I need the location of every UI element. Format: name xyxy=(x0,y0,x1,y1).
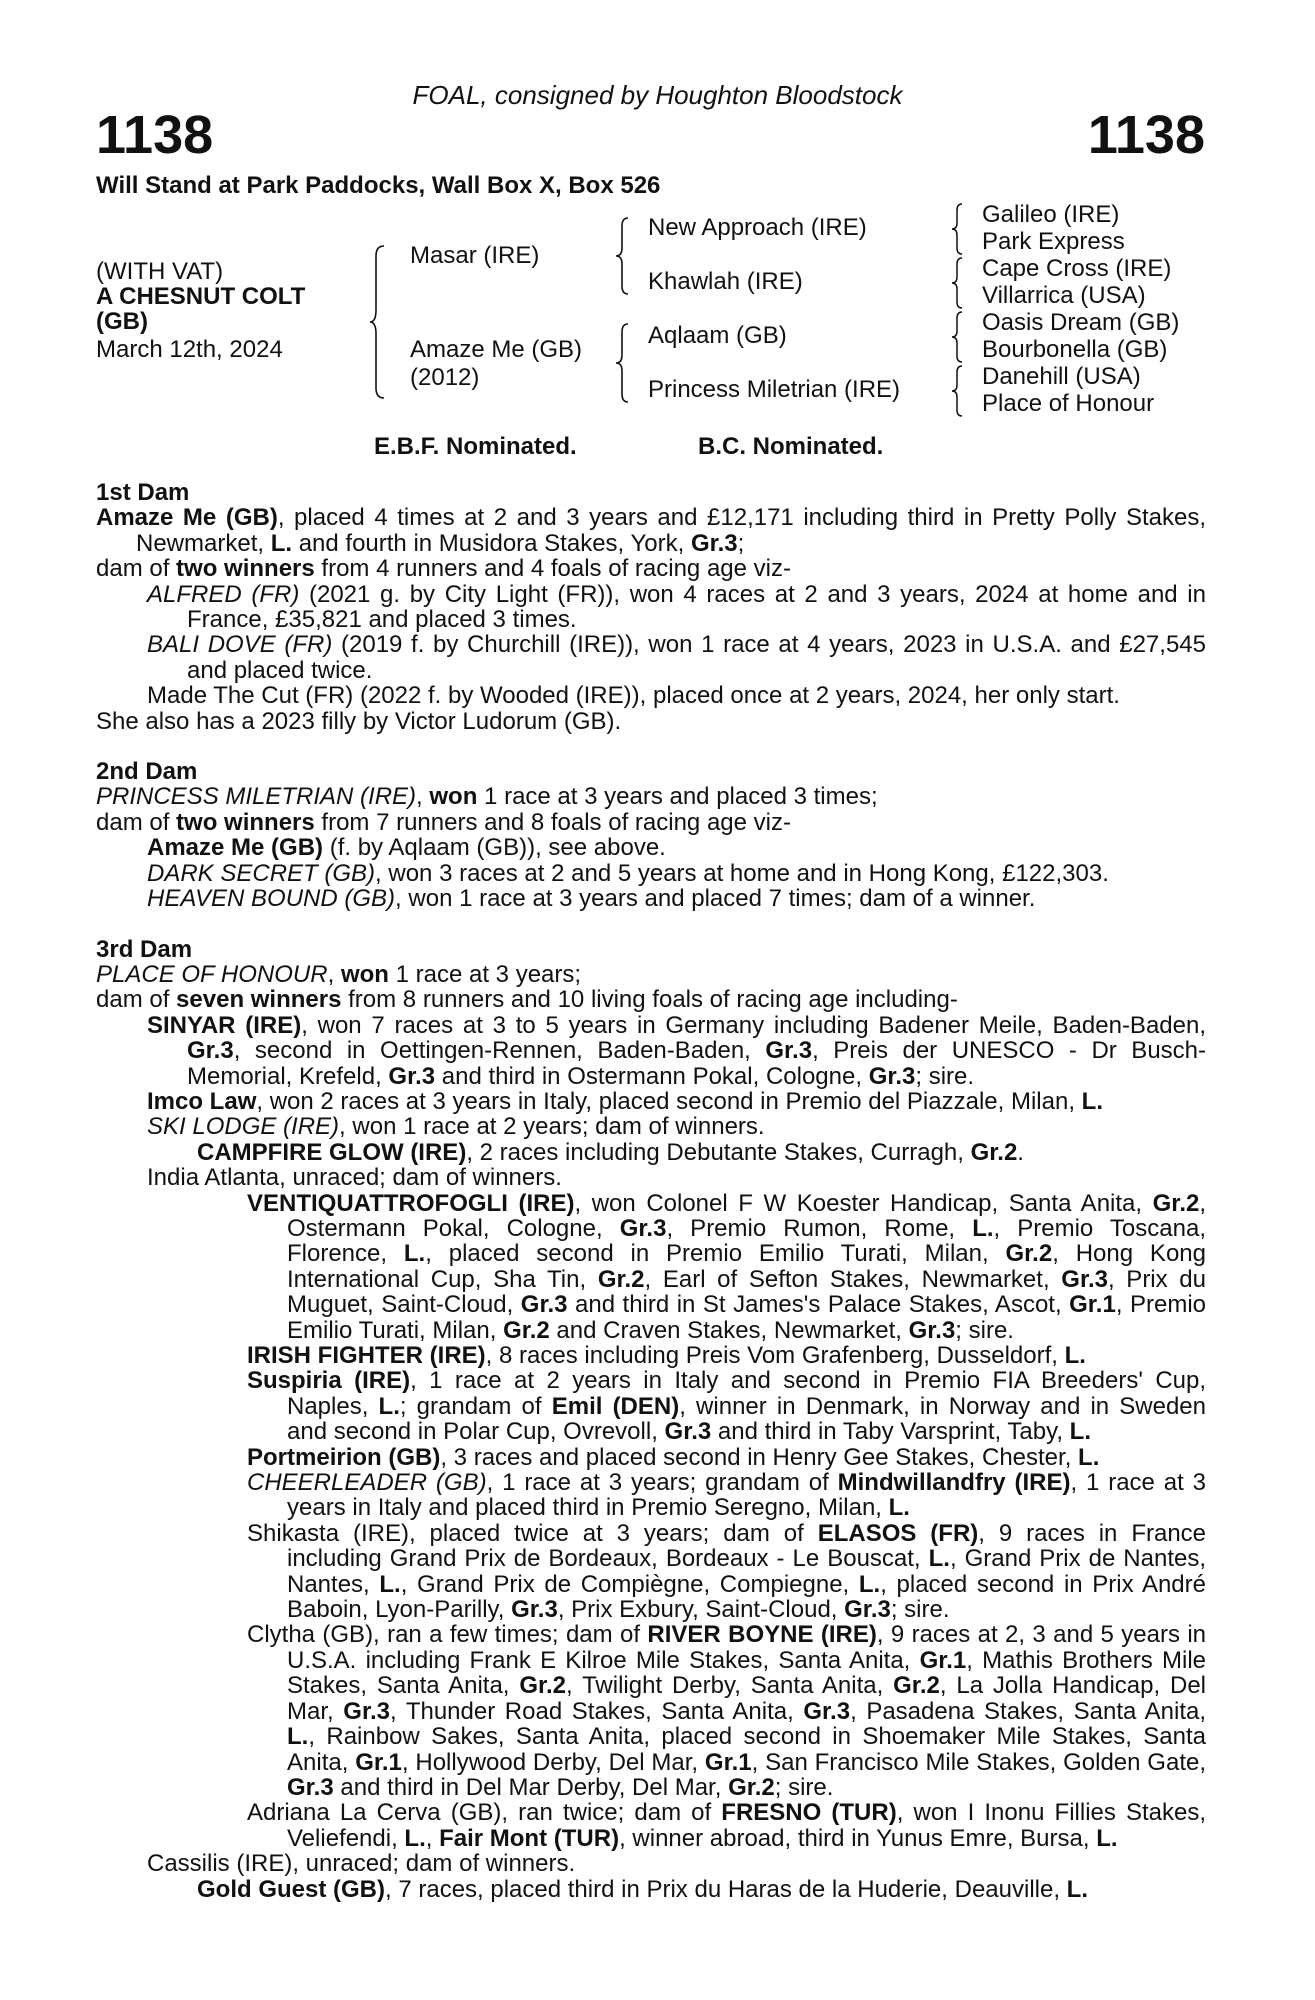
consignor-line: FOAL, consigned by Houghton Bloodstock xyxy=(412,80,903,110)
third-dam-produce-summary: dam of seven winners from 8 runners and 10 living foals of racing age including- xyxy=(96,986,958,1014)
second-dam-heading: 2nd Dam xyxy=(96,758,198,786)
grand-produce-entry: CAMPFIRE GLOW (IRE), 2 races including Debutante Stakes, Curragh, Gr.2. xyxy=(197,1138,1024,1166)
produce-entry: Amaze Me (GB) (f. by Aqlaam (GB)), see above. xyxy=(147,834,666,862)
grand-produce-entry: Clytha (GB), ran a few times; dam of RIVER BOYNE (IRE), 9 races at 2, 3 and 5 years in U.S.A. including Frank E Kilroe Mile Stakes, Santa Anita, Gr.1, Mathis Brothers Mile Stakes, Santa Anita, Gr.2, Twilight Derby, Santa Anita, Gr.2, La Jolla Handicap, Del Mar, Gr.3, Thunder Road Stakes, Santa Anita, Gr.3, Pasadena Stakes, Santa Anita, L., Rainbow Sakes, Santa Anita, placed second in Shoemaker Mile Stakes, Santa Anita, Gr.1, Hollywood Derby, Del Mar, Gr.1, San Francisco Mile Stakes, Golden Gate, Gr.3 and third in Del Mar Derby, Del Mar, Gr.2; sire. xyxy=(247,1621,1207,1801)
second-dam-produce-summary: dam of two winners from 7 runners and 8 foals of racing age viz- xyxy=(96,808,791,836)
grand-produce-entry: Gold Guest (GB), 7 races, placed third in Prix du Haras de la Huderie, Deauville, L. xyxy=(197,1875,1088,1903)
produce-entry: Cassilis (IRE), unraced; dam of winners. xyxy=(147,1850,576,1878)
lot-number-left: 1138 xyxy=(96,105,214,165)
brace-g4-3 xyxy=(950,310,970,364)
brace-dam xyxy=(614,322,636,404)
sire-name: Masar (IRE) xyxy=(410,242,540,269)
date-of-birth: March 12th, 2024 xyxy=(96,336,283,363)
first-dam-record: Amaze Me (GB), placed 4 times at 2 and 3 years and £12,171 including third in Pretty Polly Stakes, Newmarket, L. and fourth in Musidora Stakes, York, Gr.3; xyxy=(96,504,1206,557)
brace-sire xyxy=(614,216,636,296)
gen4-ancestor: Danehill (USA) xyxy=(982,363,1141,390)
gen4-ancestor: Bourbonella (GB) xyxy=(982,336,1168,363)
grand-produce-entry: VENTIQUATTROFOGLI (IRE), won Colonel F W Koester Handicap, Santa Anita, Gr.2, Ostermann Pokal, Cologne, Gr.3, Premio Rumon, Rome, L., Premio Toscana, Florence, L., placed second in Premio Emilio Turati, Milan, Gr.2, Hong Kong International Cup, Sha Tin, Gr.2, Earl of Sefton Stakes, Newmarket, Gr.3, Prix du Muguet, Saint-Cloud, Gr.3 and third in St James's Palace Stakes, Ascot, Gr.1, Premio Emilio Turati, Milan, Gr.2 and Craven Stakes, Newmarket, Gr.3; sire. xyxy=(247,1189,1207,1344)
grand-produce-entry: Shikasta (IRE), placed twice at 3 years; dam of ELASOS (FR), 9 races in France including Grand Prix de Bordeaux, Bordeaux - Le Bouscat, L., Grand Prix de Nantes, Nantes, L., Grand Prix de Compiègne, Compiegne, L., placed second in Prix André Baboin, Lyon-Parilly, Gr.3, Prix Exbury, Saint-Cloud, Gr.3; sire. xyxy=(247,1519,1207,1624)
bc-nominated: B.C. Nominated. xyxy=(698,433,884,460)
produce-entry: Made The Cut (FR) (2022 f. by Wooded (IRE)), placed once at 2 years, 2024, her only start. xyxy=(147,682,1120,710)
lot-title-line2: (GB) xyxy=(96,308,148,335)
grand-produce-entry: CHEERLEADER (GB), 1 race at 3 years; grandam of Mindwillandfry (IRE), 1 race at 3 years in Italy and placed third in Premio Seregno, Milan, L. xyxy=(247,1469,1206,1522)
vat-label: (WITH VAT) xyxy=(96,258,224,285)
produce-entry: SINYAR (IRE), won 7 races at 3 to 5 years in Germany including Badener Meile, Baden-Baden, Gr.3, second in Oettingen-Rennen, Baden-Baden, Gr.3, Preis der UNESCO - Dr Busch-Memorial, Krefeld, Gr.3 and third in Ostermann Pokal, Cologne, Gr.3; sire. xyxy=(147,1011,1207,1090)
produce-entry: DARK SECRET (GB), won 3 races at 2 and 5 years at home and in Hong Kong, £122,303. xyxy=(147,859,1109,887)
gen4-ancestor: Cape Cross (IRE) xyxy=(982,255,1172,282)
gen4-ancestor: Park Express xyxy=(982,228,1125,255)
sire-sire: New Approach (IRE) xyxy=(648,214,867,241)
dam-year: (2012) xyxy=(410,364,480,391)
produce-entry: SKI LODGE (IRE), won 1 race at 2 years; dam of winners. xyxy=(147,1113,765,1141)
dam-sire: Aqlaam (GB) xyxy=(648,322,787,349)
first-dam-produce-summary: dam of two winners from 4 runners and 4 foals of racing age viz- xyxy=(96,555,791,583)
third-dam-heading: 3rd Dam xyxy=(96,935,193,963)
produce-entry: ALFRED (FR) (2021 g. by City Light (FR)), won 4 races at 2 and 3 years, 2024 at home and in France, £35,821 and placed 3 times. xyxy=(147,580,1206,634)
lot-number-right: 1138 xyxy=(1087,105,1205,165)
gen4-ancestor: Villarrica (USA) xyxy=(982,282,1146,309)
brace-g4-2 xyxy=(950,256,970,310)
produce-entry: HEAVEN BOUND (GB), won 1 race at 3 years and placed 7 times; dam of a winner. xyxy=(147,885,1036,913)
brace-g4-1 xyxy=(950,202,970,256)
sire-dam: Khawlah (IRE) xyxy=(648,268,803,295)
grand-produce-entry: IRISH FIGHTER (IRE), 8 races including Preis Vom Grafenberg, Dusseldorf, L. xyxy=(247,1342,1086,1369)
produce-entry: Imco Law, won 2 races at 3 years in Italy, placed second in Premio del Piazzale, Milan, L. xyxy=(147,1087,1103,1115)
grand-produce-entry: Portmeirion (GB), 3 races and placed second in Henry Gee Stakes, Chester, L. xyxy=(247,1443,1100,1471)
brace-g4-4 xyxy=(950,364,970,418)
dam-dam: Princess Miletrian (IRE) xyxy=(648,376,901,403)
dam-name: Amaze Me (GB) xyxy=(410,336,583,363)
gen4-ancestor: Oasis Dream (GB) xyxy=(982,309,1180,336)
ebf-nominated: E.B.F. Nominated. xyxy=(374,433,577,460)
gen4-ancestor: Galileo (IRE) xyxy=(982,201,1120,228)
grand-produce-entry: Adriana La Cerva (GB), ran twice; dam of FRESNO (TUR), won I Inonu Fillies Stakes, Veliefendi, L., Fair Mont (TUR), winner abroad, third in Yunus Emre, Bursa, L. xyxy=(247,1799,1207,1852)
stand-location: Will Stand at Park Paddocks, Wall Box X, Box 526 xyxy=(96,172,661,199)
produce-record xyxy=(96,480,1206,1902)
second-dam-record: PRINCESS MILETRIAN (IRE), won 1 race at 3 years and placed 3 times; xyxy=(96,783,878,811)
third-dam-record: PLACE OF HONOUR, won 1 race at 3 years; xyxy=(96,960,582,988)
gen4-ancestor: Place of Honour xyxy=(982,390,1155,417)
produce-entry: India Atlanta, unraced; dam of winners. xyxy=(147,1164,562,1192)
grand-produce-entry: Suspiria (IRE), 1 race at 2 years in Italy and second in Premio FIA Breeders' Cup, Naples, L.; grandam of Emil (DEN), winner in Denmark, in Norway and in Sweden and second in Polar Cup, Ovrevoll, Gr.3 and third in Taby Varsprint, Taby, L. xyxy=(247,1367,1207,1446)
lot-title-line1: A CHESNUT COLT xyxy=(96,283,306,310)
first-dam-heading: 1st Dam xyxy=(96,479,190,506)
brace-gen1 xyxy=(368,244,392,400)
produce-entry: BALI DOVE (FR) (2019 f. by Churchill (IRE)), won 1 race at 4 years, 2023 in U.S.A. and £27,545 and placed twice. xyxy=(147,631,1206,684)
produce-note: She also has a 2023 filly by Victor Ludorum (GB). xyxy=(96,707,622,735)
